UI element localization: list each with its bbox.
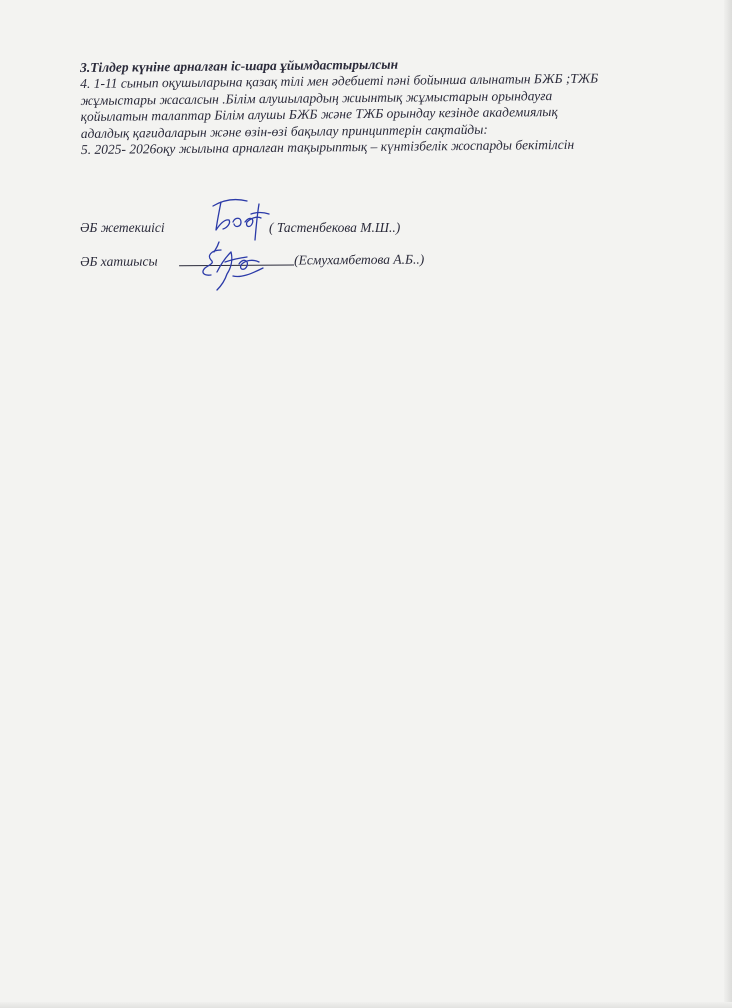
paragraph-line: 5. 2025- 2026оқу жылына арналған тақырыптық – күнтізбелік жоспарды бекітілсін: [80, 136, 575, 157]
head-name: ( Тастенбекова М.Ш..): [269, 220, 401, 235]
document-body: [80, 54, 681, 159]
page-edge: [724, 0, 732, 1008]
secretary-signature: [195, 238, 270, 293]
secretary-name: (Есмухамбетова А.Б..): [293, 251, 425, 268]
paragraph-line: адалдық қағидаларын және өзін-өзі бақылау принциптерін сақтайды:: [80, 121, 488, 141]
page-edge: [0, 1002, 732, 1008]
section-heading: 3.Тілдер күніне арналған іс-шара ұйымдастырылсын: [80, 56, 399, 75]
secretary-role-label: ӘБ хатшысы: [80, 253, 158, 269]
paragraph-line: жұмыстары жасалсын .Білім алушылардың жиынтық жұмыстарын орындауға: [80, 87, 553, 108]
paragraph-line: 4. 1-11 сынып оқушыларына қазақ тілі мен әдебиеті пәні бойынша алынатын БЖБ ;ТЖБ: [80, 70, 599, 91]
head-role-label: ӘБ жетекшісі: [80, 220, 165, 235]
head-signature: [205, 192, 275, 242]
paragraph-line: қойылатын талаптар Білім алушы БЖБ және ТЖБ орындау кезінде академиялық: [80, 104, 558, 124]
